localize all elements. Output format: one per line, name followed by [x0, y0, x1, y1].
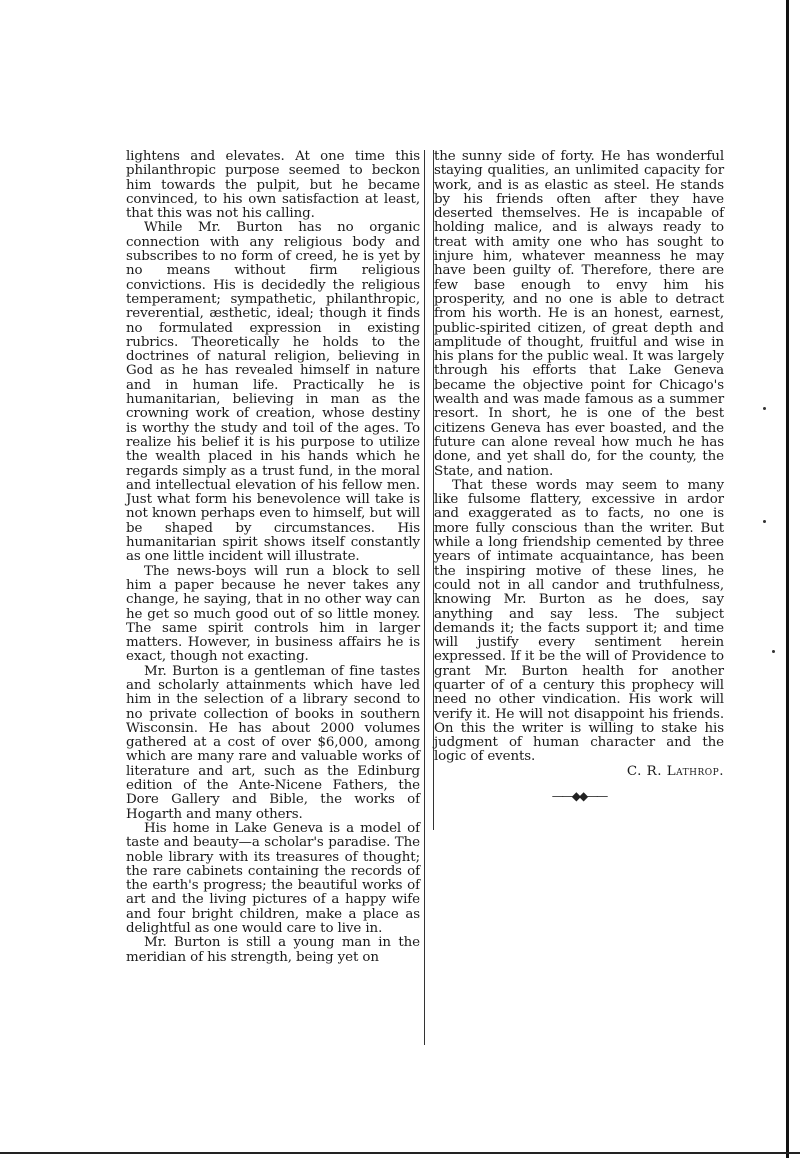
paper-speck — [763, 407, 766, 410]
column-divider — [424, 150, 425, 1045]
author-name: C. R. Lathrop. — [626, 763, 724, 779]
page-edge-right — [786, 0, 789, 1158]
paper-speck — [772, 650, 775, 653]
paragraph: The news-boys will run a block to sell him a paper because he never takes any change, he saying, that in no other way can he get so much good out of so little money. The same spirit controls him in larger matters. However, in business affairs he is exact, though not exacting. — [126, 563, 420, 665]
left-text-column — [126, 150, 420, 965]
ornament-divider: ——◆◆—— — [551, 789, 607, 804]
paragraph: Mr. Burton is still a young man in the meridian of his strength, being yet on — [126, 935, 420, 965]
paragraph: His home in Lake Geneva is a model of taste and beauty—a scholar's paradise. The noble library with its treasures of thought; the rare cabinets containing the records of the earth's progress; the beautiful works of art and the living pictures of a happy wife and four bright children, make a place as delightful as one would care to live in. — [126, 820, 420, 937]
paper-speck — [763, 520, 766, 523]
right-text-column — [434, 150, 724, 803]
paragraph: That these words may seem to many like fulsome flattery, excessive in ardor and exaggerated as to facts, no one is more fully conscious than the writer. But while a long friendship cemented by three years of intimate acquaintance, has been the inspiring motive of these lines, he could not in all candor and truthfulness, knowing Mr. Burton as he does, say anything and say less. The subject demands it; the facts support it; and time will justify every sentiment herein expressed. If it be the will of Providence to grant Mr. Burton health for another quarter of of a century this prophecy will need no other vindication. His work will verify it. He will not disappoint his friends. On this the writer is willing to stake his judgment of human character and the logic of events. — [434, 477, 724, 765]
page-edge-bottom — [0, 1152, 800, 1154]
paragraph: lightens and elevates. At one time this philanthropic purpose seemed to beckon him towards the pulpit, but he became convinced, to his own satisfaction at least, that this was not his calling. — [126, 149, 420, 222]
paragraph: Mr. Burton is a gentleman of fine tastes and scholarly attainments which have led him in the selection of a library second to no private collection of books in southern Wisconsin. He has about 2000 volumes gathered at a cost of over $6,000, among which are many rare and valuable works of literature and art, such as the Edinburg edition of the Ante-Nicene Fathers, the Dore Gallery and Bible, the works of Hogarth and many others. — [126, 663, 420, 822]
paragraph: While Mr. Burton has no organic connection with any religious body and subscribes to no form of creed, he is yet by no means without firm religious convictions. His is decidedly the religious temperament; sympathetic, philanthropic, reverential, æsthetic, ideal; though it finds no formulated expression in existing rubrics. Theoretically he holds to the doctrines of natural religion, believing in God as he has revealed himself in nature and in human life. Practically he is humanitarian, believing in man as the crowning work of creation, whose destiny is worthy the study and toil of the ages. To realize his belief it is his purpose to utilize the wealth placed in his hands which he regards simply as a trust fund, in the moral and intellectual elevation of his fellow men. Just what form his benevolence will take is not known perhaps even to himself, but will be shaped by circumstances. His humanitarian spirit shows itself constantly as one little incident will illustrate. — [126, 220, 420, 565]
paragraph: the sunny side of forty. He has wonderful staying qualities, an unlimited capacity for work, and is as elastic as steel. He stands by his friends often after they have deserted themselves. He is incapable of holding malice, and is always ready to treat with amity one who has sought to injure him, whatever meanness he may have been guilty of. Therefore, there are few base enough to envy him his prosperity, and no one is able to detract from his worth. He is an honest, earnest, public-spirited citizen, of great depth and amplitude of thought, fruitful and wise in his plans for the public weal. It was largely through his efforts that Lake Geneva became the objective point for Chicago's wealth and was made famous as a summer resort. In short, he is one of the best citizens Geneva has ever boasted, and the future can alone reveal how much he has done, and yet shall do, for the county, the State, and nation. — [434, 149, 724, 479]
author-signature — [434, 765, 724, 779]
